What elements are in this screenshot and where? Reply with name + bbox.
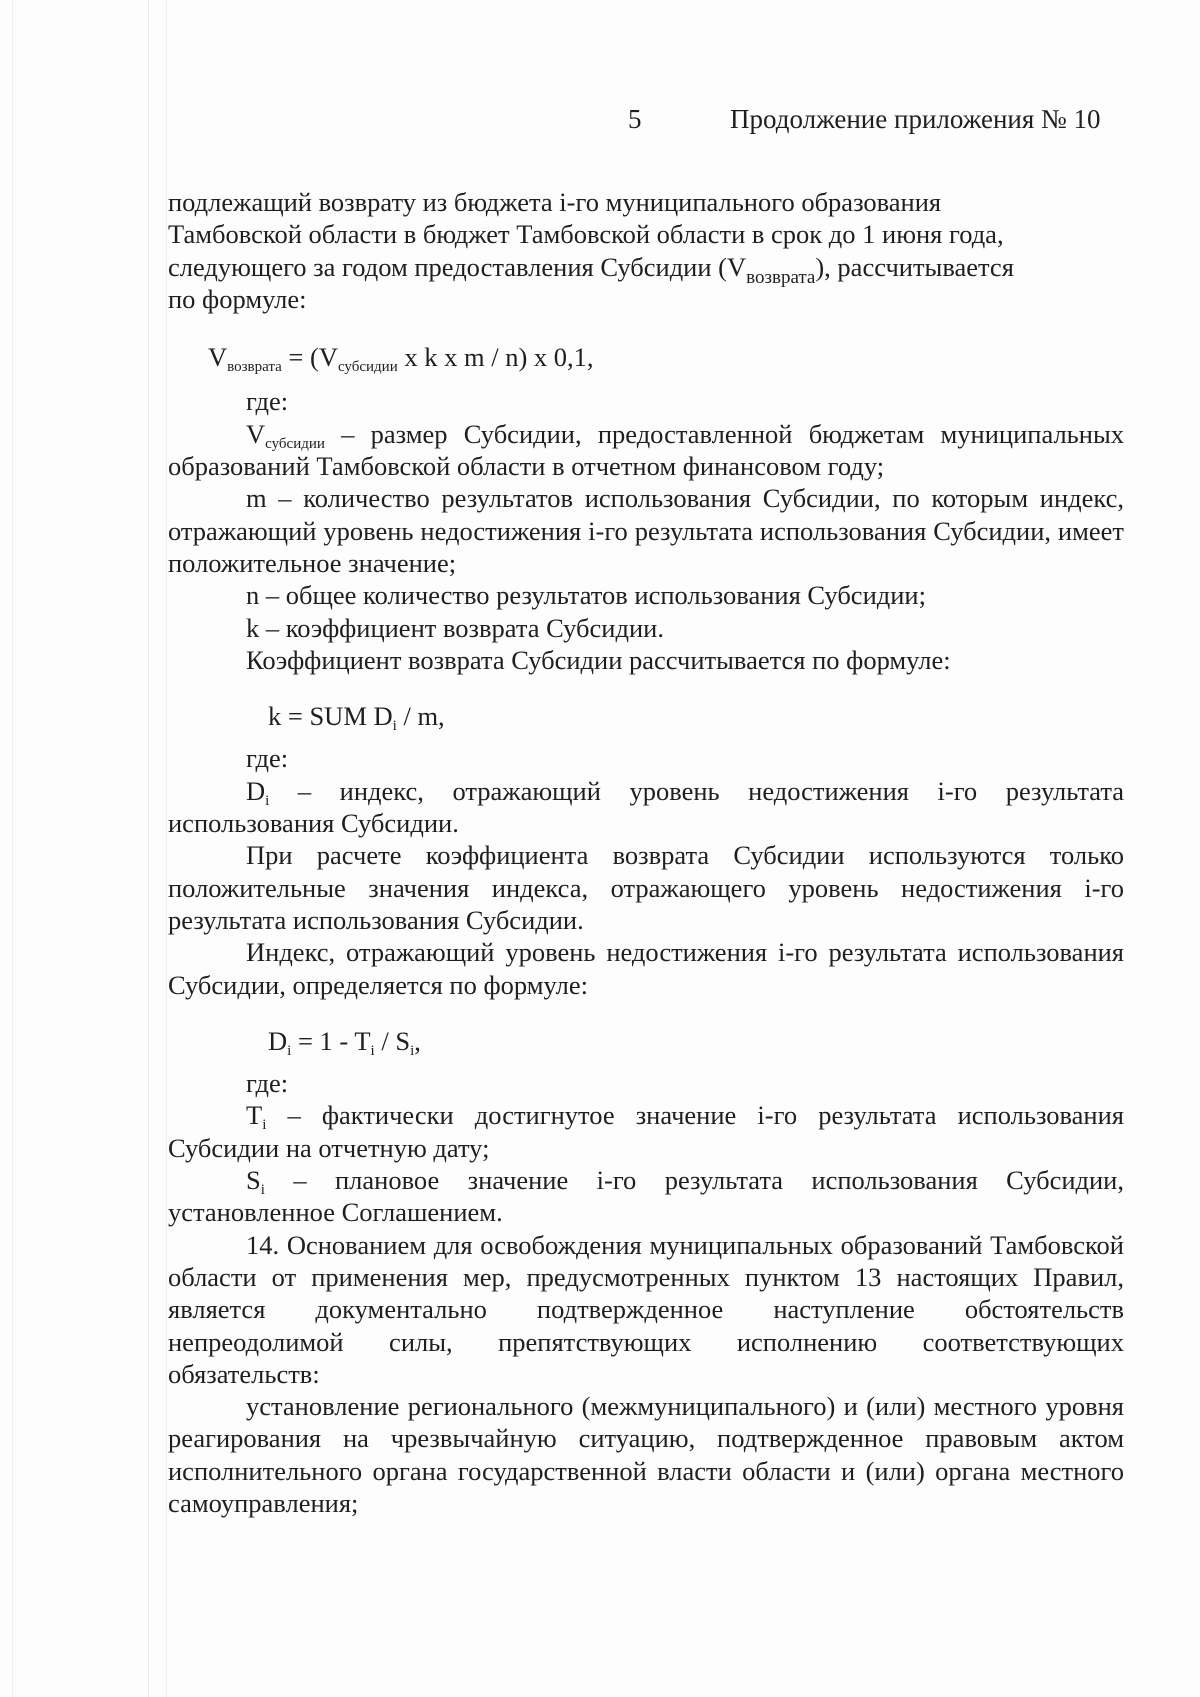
formula-k	[268, 700, 1124, 735]
formula-symbol: T	[246, 1100, 263, 1131]
subscript: i	[287, 1042, 292, 1059]
k-formula-intro: Коэффициент возврата Субсидии рассчитывается по формуле:	[246, 644, 951, 675]
intro-line-3-text: ), рассчитывается	[815, 251, 1014, 282]
subscript: i	[265, 792, 270, 809]
formula-text: = (V	[281, 342, 338, 373]
scan-artifact-line	[12, 0, 13, 1697]
subscript: i	[392, 718, 397, 735]
definition-v-subsidy	[168, 418, 1124, 483]
subscript: i	[262, 1117, 267, 1134]
formula-d	[268, 1025, 1124, 1057]
formula-text: ,	[414, 1025, 421, 1056]
clause-14: 14. Основанием для освобождения муниципальных образований Тамбовской области от применения мер, предусмотренных пунктом 13 настоящих Правил, является документально подтвержденное наступление обстоятельств непреодолимой силы, препятствующих исполнению соответствующих обязательств:	[168, 1229, 1124, 1389]
subscript: i	[260, 1182, 265, 1199]
definition-k: k – коэффициент возврата Субсидии.	[246, 612, 664, 643]
formula-symbol: V	[208, 342, 228, 373]
definition-t	[168, 1099, 1124, 1164]
subscript: возврата	[746, 266, 816, 288]
definition-text: – размер Субсидии, предоставленной бюджетам муниципальных образований Тамбовской области в отчетном финансовом году;	[168, 418, 1124, 482]
formula-text: / m,	[396, 701, 445, 732]
definition-s	[168, 1164, 1124, 1229]
appendix-continuation: Продолжение приложения № 10	[730, 104, 1101, 134]
subscript: возврата	[227, 359, 282, 376]
scan-artifact-line	[148, 0, 149, 1697]
formula-symbol: D	[246, 775, 266, 806]
scan-artifact-line	[166, 0, 167, 1697]
definition-m: m – количество результатов использования Субсидии, по которым индекс, отражающий уровень недостижения i-го результата использования Субсидии, имеет положительное значение;	[168, 483, 1124, 578]
clause-14-item-1: установление регионального (межмуниципального) и (или) местного уровня реагирования на чрезвычайную ситуацию, подтвержденное правовым актом исполнительного органа государственной власти области и (или) органа местного самоуправления;	[168, 1391, 1124, 1518]
formula-text: = 1 - T	[291, 1025, 371, 1056]
where-label: где:	[246, 386, 289, 417]
formula-text: x k x m / n) x 0,1,	[397, 342, 594, 373]
where-label: где:	[246, 1068, 289, 1099]
subscript: субсидии	[265, 435, 325, 452]
page-header	[0, 104, 1200, 144]
formula-symbol: V	[246, 418, 266, 449]
page-number: 5	[628, 104, 642, 134]
intro-line-1: подлежащий возврату из бюджета i-го муниципального образования	[168, 187, 942, 217]
definition-d	[168, 775, 1124, 840]
document-body	[168, 186, 1124, 1519]
where-label: где:	[246, 743, 289, 774]
intro-line-2: Тамбовской области в бюджет Тамбовской области в срок до 1 июня года,	[168, 219, 1004, 250]
positive-values-note: При расчете коэффициента возврата Субсидии используются только положительные значения индекса, отражающего уровень недостижения i-го результата использования Субсидии.	[168, 840, 1124, 935]
subscript: i	[370, 1042, 375, 1059]
definition-n: n – общее количество результатов использования Субсидии;	[246, 580, 926, 611]
formula-symbol: S	[246, 1165, 261, 1196]
formula-return-volume	[208, 341, 1124, 376]
index-formula-intro: Индекс, отражающий уровень недостижения i-го результата использования Субсидии, определяется по формуле:	[168, 937, 1124, 1000]
subscript: субсидии	[337, 359, 398, 376]
intro-line-3	[168, 251, 1124, 288]
intro-line-3-text: следующего за годом предоставления Субсидии (V	[168, 251, 747, 282]
definition-text: – индекс, отражающий уровень недостижения i-го результата использования Субсидии.	[168, 775, 1124, 839]
intro-line-4: по формуле:	[168, 283, 307, 314]
formula-text: / S	[374, 1025, 411, 1056]
formula-symbol: D	[268, 1025, 288, 1056]
subscript: i	[410, 1042, 415, 1059]
definition-text: – плановое значение i-го результата использования Субсидии, установленное Соглашением.	[168, 1165, 1124, 1228]
definition-text: – фактически достигнутое значение i-го результата использования Субсидии на отчетную дату;	[168, 1100, 1124, 1163]
formula-text: k = SUM D	[268, 701, 393, 732]
